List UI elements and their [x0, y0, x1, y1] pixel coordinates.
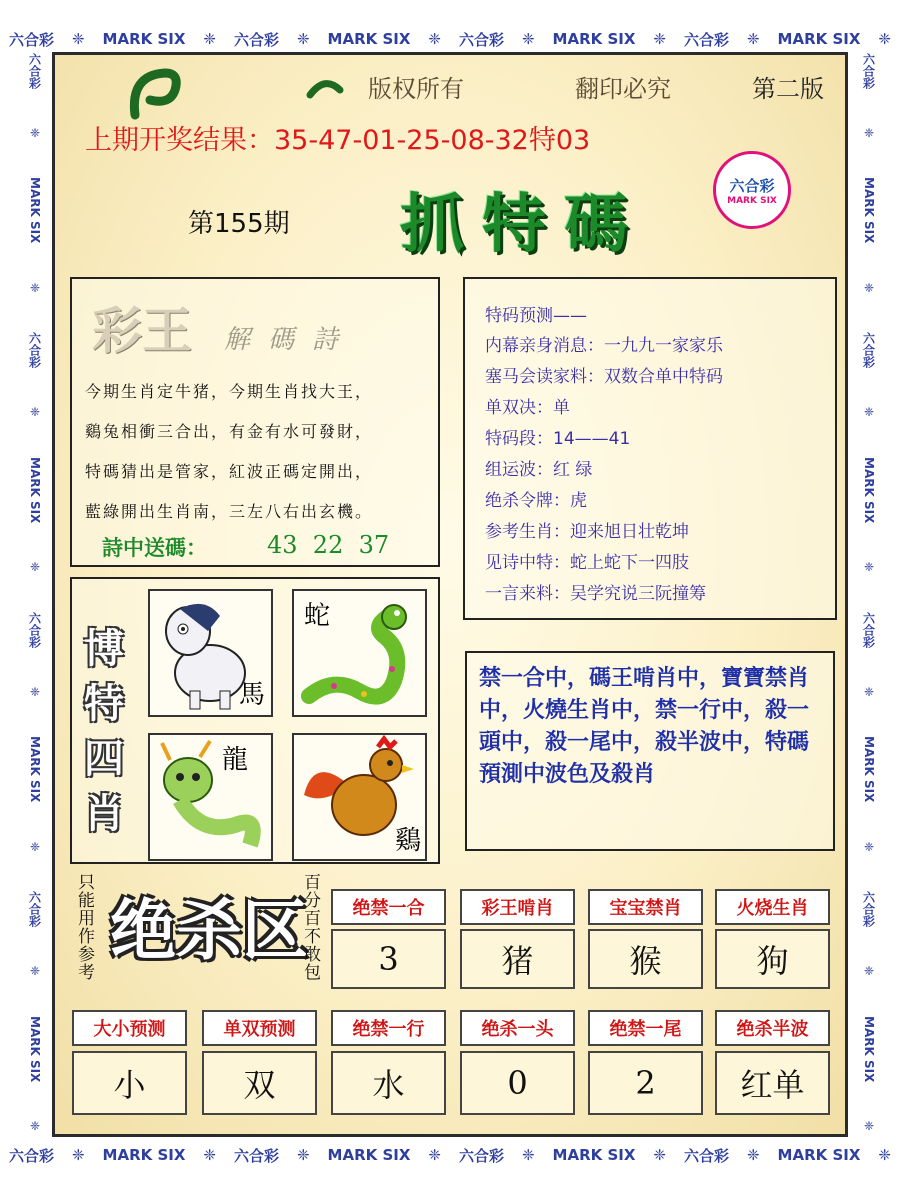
table-head: 宝宝禁肖: [588, 889, 703, 925]
border-text: MARK SIX: [777, 30, 861, 48]
prediction-item: [485, 517, 723, 548]
prediction-value: 虎: [570, 491, 587, 511]
prediction-item: [485, 424, 723, 455]
table-value: 猪: [460, 929, 575, 989]
zodiac-label: 鷄: [394, 826, 421, 856]
prediction-label: 绝杀令牌：: [485, 491, 570, 511]
prediction-item: [485, 455, 723, 486]
poem-box: [70, 277, 440, 567]
logo-top-text: 六合彩: [729, 176, 775, 195]
border-text: 六合彩: [683, 30, 729, 49]
border-text: MARK SIX: [862, 177, 876, 244]
flower-ornament-icon: ❈: [29, 280, 41, 295]
border-right: [852, 34, 886, 1152]
border-text: MARK SIX: [552, 1146, 636, 1164]
prediction-label: 见诗中特：: [485, 553, 570, 573]
prediction-label: 塞马会读家料：: [485, 367, 604, 387]
prediction-value: 单: [553, 398, 570, 418]
edition-text: 第二版: [752, 75, 824, 103]
flower-ornament-icon: ❈: [746, 30, 760, 48]
border-text: MARK SIX: [552, 30, 636, 48]
prediction-item: [485, 579, 723, 610]
flower-ornament-icon: ❈: [71, 1146, 85, 1164]
poem-title-small: 解碼詩: [224, 325, 357, 355]
border-text: 六合彩: [8, 1146, 54, 1165]
kill-zone-left-note: 只能用作参考: [74, 873, 94, 981]
flower-ornament-icon: ❈: [296, 30, 310, 48]
table-head: 彩王啃肖: [460, 889, 575, 925]
snake-icon: [294, 591, 425, 715]
flower-ornament-icon: ❈: [71, 30, 85, 48]
flower-ornament-icon: ❈: [863, 125, 875, 140]
border-text: MARK SIX: [862, 456, 876, 524]
border-text: 六合彩: [27, 52, 42, 89]
border-text: 六合彩: [8, 30, 54, 49]
flower-ornament-icon: ❈: [428, 1146, 441, 1164]
border-text: 六合彩: [683, 1146, 729, 1165]
issue-number: 第155期: [188, 209, 290, 239]
prediction-label: 组运波：: [485, 460, 553, 480]
table-value: 2: [588, 1051, 703, 1115]
flower-ornament-icon: ❈: [746, 1146, 760, 1164]
dragon-icon: [150, 735, 271, 859]
flower-ornament-icon: ❈: [863, 1119, 875, 1134]
prediction-label: 参考生肖：: [485, 522, 570, 542]
border-text: MARK SIX: [327, 1146, 411, 1164]
prediction-box: [463, 277, 837, 620]
mark-six-logo: [713, 151, 791, 229]
poem-title-big: 彩王: [92, 301, 192, 360]
prediction-item: [485, 486, 723, 517]
prediction-label: 一言来料：: [485, 584, 570, 604]
border-text: MARK SIX: [28, 177, 42, 244]
kill-zone-right-note: 百分百不敢包: [300, 873, 320, 981]
prediction-item: [485, 331, 723, 362]
kill-zone-title: 绝杀区: [110, 892, 308, 969]
zodiac-label: 蛇: [304, 601, 331, 631]
flower-ornament-icon: ❈: [878, 1146, 891, 1164]
flower-ornament-icon: ❈: [428, 30, 441, 48]
four-zodiac-box: [70, 577, 440, 864]
flower-ornament-icon: ❈: [653, 30, 666, 48]
prediction-label: 内幕亲身消息：: [485, 336, 604, 356]
flower-ornament-icon: ❈: [29, 125, 41, 140]
zodiac-label: 龍: [222, 745, 249, 775]
flower-ornament-icon: ❈: [29, 1119, 41, 1134]
zodiac-cell-dragon: [148, 733, 273, 861]
flower-ornament-icon: ❈: [203, 30, 216, 48]
flower-ornament-icon: ❈: [29, 839, 41, 854]
flower-ornament-icon: ❈: [296, 1146, 310, 1164]
border-text: MARK SIX: [102, 30, 186, 48]
no-reprint-text: 翻印必究: [575, 75, 671, 103]
border-text: 六合彩: [861, 332, 876, 369]
prediction-value: 蛇上蛇下一四肢: [570, 553, 689, 573]
prediction-value: 迎来旭日壮乾坤: [570, 522, 689, 542]
flower-ornament-icon: ❈: [863, 560, 875, 575]
poem-line: 鷄兔相衝三合出，有金有水可發財，: [85, 422, 374, 441]
prediction-value: 双数合单中特码: [604, 367, 723, 387]
flower-ornament-icon: ❈: [29, 964, 41, 979]
flower-ornament-icon: ❈: [203, 1146, 216, 1164]
zodiac-cell-rooster: [292, 733, 427, 861]
border-text: MARK SIX: [777, 1146, 861, 1164]
table-head: 绝禁一尾: [588, 1010, 703, 1046]
border-text: 六合彩: [458, 1146, 504, 1165]
copyright-text: 版权所有: [368, 75, 464, 103]
prediction-item: [485, 548, 723, 579]
border-text: 六合彩: [861, 891, 876, 928]
ban-text: 禁一合中，碼王啃肖中，寶寶禁肖中，火燒生肖中，禁一行中，殺一頭中，殺一尾中，殺半波中，特碼預測中波色及殺肖: [479, 666, 810, 787]
table-head: 单双预测: [202, 1010, 317, 1046]
flower-ornament-icon: ❈: [863, 684, 875, 699]
border-text: 六合彩: [861, 611, 876, 648]
flower-ornament-icon: ❈: [863, 280, 875, 295]
flower-ornament-icon: ❈: [521, 30, 535, 48]
logo-bottom-text: MARK SIX: [727, 195, 777, 206]
border-text: MARK SIX: [327, 30, 411, 48]
zodiac-cell-horse: [148, 589, 273, 717]
border-text: 六合彩: [233, 30, 279, 49]
border-text: 六合彩: [27, 891, 42, 928]
flower-ornament-icon: ❈: [29, 684, 41, 699]
zodiac-label: 馬: [238, 680, 265, 710]
ban-text-box: [465, 651, 835, 851]
flower-ornament-icon: ❈: [863, 839, 875, 854]
border-text: MARK SIX: [862, 1015, 876, 1083]
zodiac-cell-snake: [292, 589, 427, 717]
flower-ornament-icon: ❈: [653, 1146, 666, 1164]
border-top: [0, 22, 900, 56]
table-value: 猴: [588, 929, 703, 989]
table-value: 狗: [715, 929, 830, 989]
border-text: 六合彩: [27, 332, 42, 369]
flower-ornament-icon: ❈: [521, 1146, 535, 1164]
table-head: 绝杀半波: [715, 1010, 830, 1046]
border-text: MARK SIX: [28, 1015, 42, 1083]
table-value: 双: [202, 1051, 317, 1115]
poem-codes: 43 22 37: [267, 531, 390, 559]
table-value: 红单: [715, 1051, 830, 1115]
last-result: 上期开奖结果：35-47-01-25-08-32特03: [85, 125, 591, 156]
flower-ornament-icon: ❈: [878, 30, 891, 48]
prediction-label: 特码段：: [485, 429, 553, 449]
prediction-item: [485, 393, 723, 424]
table-value: 3: [331, 929, 446, 989]
border-left: [18, 34, 52, 1152]
table-value: 小: [72, 1051, 187, 1115]
table-value: 水: [331, 1051, 446, 1115]
table-value: 0: [460, 1051, 575, 1115]
border-bottom: [0, 1138, 900, 1172]
poem-line: 今期生肖定牛猪，今期生肖找大王，: [85, 382, 374, 401]
prediction-label: 单双决：: [485, 398, 553, 418]
prediction-value: 14——41: [553, 429, 631, 449]
content-area: [52, 52, 848, 1137]
border-text: MARK SIX: [862, 736, 876, 803]
prediction-value: 一九九一家家乐: [604, 336, 723, 356]
table-head: 大小预测: [72, 1010, 187, 1046]
flower-ornament-icon: ❈: [863, 964, 875, 979]
border-text: MARK SIX: [28, 456, 42, 524]
four-zodiac-label: 博特四肖: [84, 625, 124, 837]
poem-line: 藍綠開出生肖南，三左八右出玄機。: [85, 502, 374, 521]
table-head: 火烧生肖: [715, 889, 830, 925]
flower-ornament-icon: ❈: [29, 405, 41, 420]
border-text: 六合彩: [27, 611, 42, 648]
prediction-value: 红 绿: [553, 460, 593, 480]
border-text: 六合彩: [861, 52, 876, 89]
page-title: 抓特碼: [400, 187, 646, 262]
border-text: MARK SIX: [102, 1146, 186, 1164]
poem-line: 特碼猜出是管家，紅波正碼定開出，: [85, 462, 374, 481]
flower-ornament-icon: ❈: [863, 405, 875, 420]
swirl-decoration-icon: [305, 75, 345, 105]
border-text: 六合彩: [458, 30, 504, 49]
swirl-decoration-icon: [125, 65, 185, 125]
table-head: 绝禁一行: [331, 1010, 446, 1046]
flower-ornament-icon: ❈: [29, 560, 41, 575]
prediction-value: 吴学究说三阮撞筹: [570, 584, 706, 604]
border-text: 六合彩: [233, 1146, 279, 1165]
prediction-list: [485, 331, 723, 610]
poem-code-label: 詩中送碼：: [102, 535, 207, 560]
prediction-item: [485, 362, 723, 393]
table-head: 绝杀一头: [460, 1010, 575, 1046]
border-text: MARK SIX: [28, 736, 42, 803]
table-head: 绝禁一合: [331, 889, 446, 925]
prediction-heading: 特码预测——: [485, 306, 587, 326]
